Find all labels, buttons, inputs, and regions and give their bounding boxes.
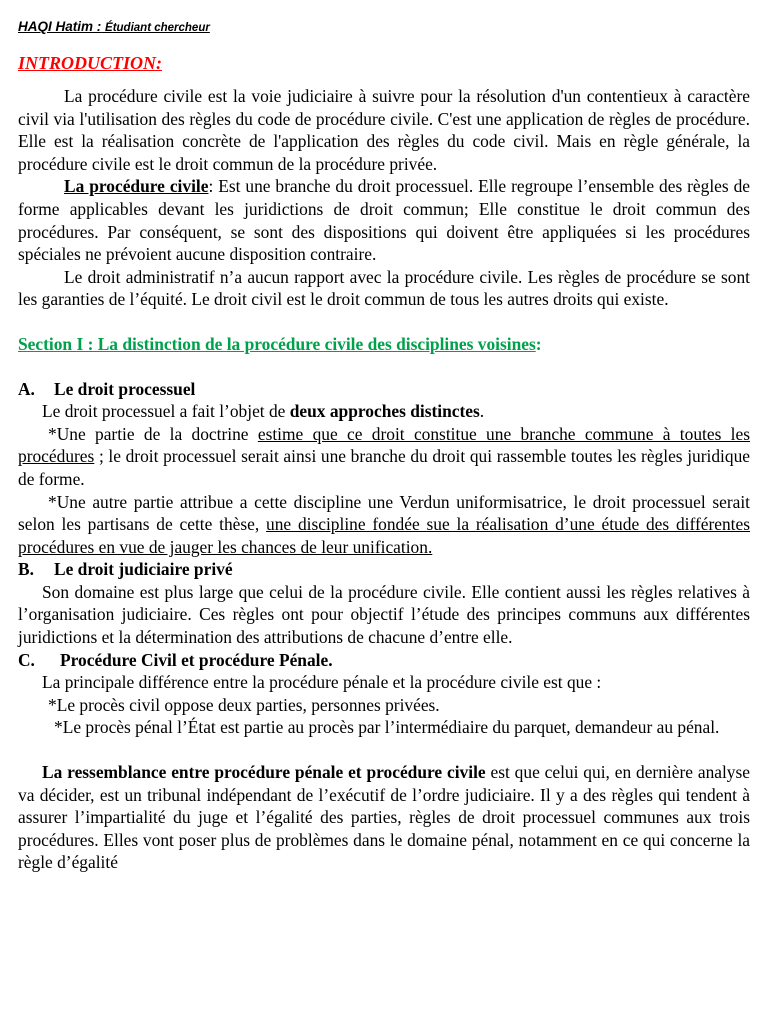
a-paragraph-3 bbox=[18, 491, 750, 559]
section-1-title-suffix: : bbox=[535, 333, 542, 354]
a-p3-underlined: une discipline fondée sue la réalisation d’une étude des différentes procédures en vue de jauger les chances de leur unification. bbox=[18, 514, 751, 557]
c-paragraph-3: *Le procès pénal l’État est partie au procès par l’intermédiaire du parquet, demandeur au pénal. bbox=[54, 717, 720, 738]
author-line bbox=[18, 18, 750, 37]
heading-b-letter: B. bbox=[18, 559, 34, 580]
intro-paragraph-3: Le droit administratif n’a aucun rapport avec la procédure civile. Les règles de procédure se sont les garanties de l’équité. Le droit civil est le droit commun de tous les autres droits qui existe. bbox=[18, 266, 750, 310]
a-p1-post: . bbox=[479, 401, 485, 422]
heading-a-letter: A. bbox=[18, 378, 35, 399]
intro-paragraph-2-text: : Est une branche du droit processuel. Elle regroupe l’ensemble des règles de forme applicables devant les juridictions de droit commun; Elle constitue le droit commun des procédures. Par conséquent, se sont des dispositions qui doivent être appliquées si les procédures spéciales ne prévoient aucune disposition contraire. bbox=[18, 176, 751, 265]
introduction-title: INTRODUCTION: bbox=[18, 53, 162, 73]
b-paragraph-1: Son domaine est plus large que celui de la procédure civile. Elle contient aussi les règles relatives à l’organisation judiciaire. Ces règles ont pour objectif l’étude des principes communs aux différentes juridictions et la détermination des attributions de chacune d’entre elle. bbox=[18, 581, 750, 648]
a-p2-pre: *Une partie de la doctrine bbox=[48, 423, 258, 444]
heading-b-title: Le droit judiciaire privé bbox=[54, 559, 233, 580]
a-p1-pre: Le droit processuel a fait l’objet de bbox=[42, 401, 290, 422]
c-paragraph-2: *Le procès civil oppose deux parties, personnes privées. bbox=[48, 694, 440, 715]
intro-paragraph-2 bbox=[18, 175, 750, 265]
c-paragraph-1: La principale différence entre la procédure pénale et la procédure civile est que : bbox=[42, 672, 602, 693]
a-p2-underlined: estime que ce droit constitue une branche commune à toutes les procédures bbox=[18, 423, 750, 467]
intro-paragraph-1: La procédure civile est la voie judiciaire à suivre pour la résolution d'un contentieux à caractère civil via l'utilisation des règles du code de procédure civile. C'est une application de règles de procédure. Elle est la réalisation concrète de l'application des règles du code civil. Mais en règle générale, la procédure civile est le droit commun de la procédure privée. bbox=[18, 86, 750, 174]
a-paragraph-1 bbox=[18, 400, 750, 423]
a-p2-post: ; le droit processuel serait ainsi une branche du droit qui rassemble toutes les règles juridique de forme. bbox=[18, 446, 750, 489]
section-1-title bbox=[18, 333, 750, 356]
heading-a-title: Le droit processuel bbox=[54, 378, 196, 399]
heading-a bbox=[18, 378, 750, 401]
author-role: Étudiant chercheur bbox=[105, 22, 210, 34]
c-p4-bold: La ressemblance entre procédure pénale et procédure civile bbox=[42, 762, 486, 783]
a-paragraph-2 bbox=[18, 423, 750, 491]
heading-c bbox=[18, 649, 750, 672]
c-p4-text: est que celui qui, en dernière analyse va décider, est un tribunal indépendant de l’exécutif de l’ordre judiciaire. Il y a des règles qui tendent à assurer l’impartialité du juge et l’égalité des parties, règles de droit processuel communes aux trois procédures. Elles vont poser plus de problèmes dans le domaine pénal, notamment en ce qui concerne la règle d’égalité bbox=[18, 762, 750, 873]
a-p3-pre: *Une autre partie attribue a cette discipline une Verdun uniformisatrice, le droit processuel serait selon les partisans de cette thèse, bbox=[18, 491, 750, 535]
heading-c-title: Procédure Civil et procédure Pénale. bbox=[60, 649, 333, 670]
heading-b bbox=[18, 558, 750, 581]
heading-c-letter: C. bbox=[18, 649, 35, 670]
author-name: HAQI Hatim : bbox=[18, 19, 102, 34]
section-1-title-text: Section I : La distinction de la procédure civile des disciplines voisines bbox=[18, 333, 536, 354]
c-paragraph-4 bbox=[18, 761, 750, 874]
procedure-civile-term: La procédure civile bbox=[64, 176, 209, 197]
a-p1-bold: deux approches distinctes bbox=[289, 401, 480, 422]
